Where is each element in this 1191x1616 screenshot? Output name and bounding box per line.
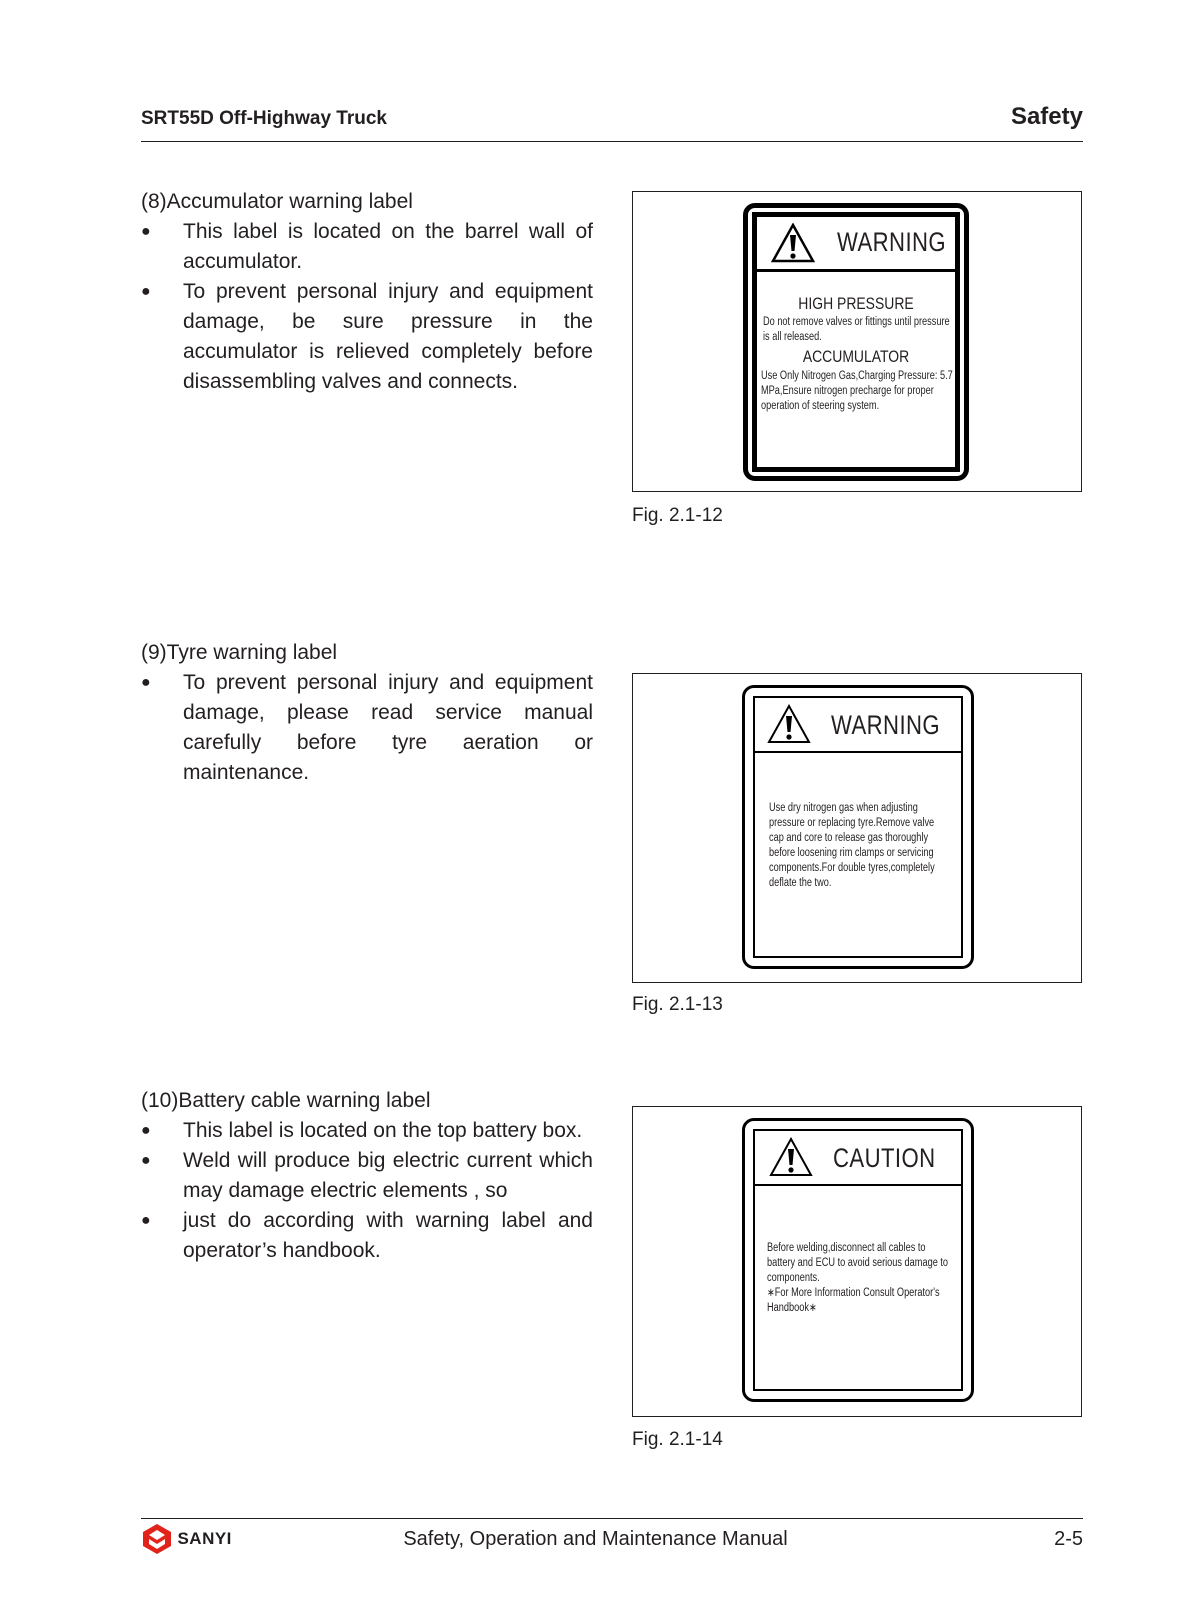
bullet-dot-icon: ● — [141, 1152, 151, 1169]
list-item: ● just do according with warning label and operator’s handbook. — [141, 1206, 593, 1266]
label-text: ∗For More Information Consult Operator's Handbook∗ — [767, 1287, 940, 1314]
figure-8-frame — [632, 191, 1082, 492]
label-heading-text: WARNING — [837, 227, 947, 257]
bullet-dot-icon: ● — [141, 674, 151, 691]
section-9-title: (9)Tyre warning label — [141, 641, 338, 664]
label-text: Before welding,disconnect all cables to battery and ECU to avoid serious damage to components. — [767, 1242, 949, 1284]
warning-triangle-icon — [767, 704, 811, 744]
page-number: 2-5 — [1054, 1528, 1083, 1550]
label-subheading: HIGH PRESSURE — [798, 294, 914, 313]
bullet-dot-icon: ● — [141, 1212, 151, 1229]
section-name: Safety — [1010, 103, 1083, 130]
footer-title: Safety, Operation and Maintenance Manual — [403, 1528, 788, 1550]
section-9-bullets — [141, 668, 593, 788]
list-item: ● This label is located on the top battery box. — [141, 1116, 593, 1146]
bullet-dot-icon: ● — [141, 1122, 151, 1139]
section-10-bullets — [141, 1116, 593, 1266]
figure-caption: Fig. 2.1-14 — [632, 1429, 723, 1450]
figure-10-frame — [632, 1106, 1082, 1417]
battery-caution-label — [742, 1118, 974, 1402]
bullet-dot-icon: ● — [141, 283, 151, 300]
tyre-warning-label — [742, 685, 974, 969]
figure-caption: Fig. 2.1-12 — [632, 505, 723, 526]
document-title: SRT55D Off-Highway Truck — [141, 108, 387, 129]
header-rule — [141, 141, 1083, 142]
label-heading — [757, 217, 955, 272]
brand-name: SANYI — [177, 1529, 232, 1548]
label-text: Use dry nitrogen gas when adjusting pressure or replacing tyre.Remove valve cap and core to release gas thoroughly before loosening rim clamps or servicing components.For double tyres,completely deflate the two. — [769, 802, 935, 889]
bullet-dot-icon: ● — [141, 223, 151, 240]
label-text: Use Only Nitrogen Gas,Charging Pressure: 5.7 MPa,Ensure nitrogen precharge for proper operation of steering system. — [761, 370, 953, 412]
accumulator-warning-label — [743, 203, 969, 481]
list-item: ● To prevent personal injury and equipment damage, please read service manual carefully before tyre aeration or maintenance. — [141, 668, 593, 788]
label-text: Do not remove valves or fittings until pressure is all released. — [763, 316, 950, 343]
label-heading — [755, 698, 961, 753]
list-item: ● Weld will produce big electric current which may damage electric elements , so — [141, 1146, 593, 1206]
section-8-title: (8)Accumulator warning label — [141, 190, 413, 213]
section-8-bullets — [141, 217, 593, 397]
label-heading — [755, 1131, 961, 1186]
list-item: ● To prevent personal injury and equipment damage, be sure pressure in the accumulator is relieved completely before disassembling valves and connects. — [141, 277, 593, 397]
warning-triangle-icon — [771, 223, 815, 263]
label-subheading: ACCUMULATOR — [802, 347, 910, 366]
label-heading-text: WARNING — [831, 710, 941, 740]
footer-rule — [141, 1518, 1083, 1519]
list-item: ● This label is located on the barrel wall of accumulator. — [141, 217, 593, 277]
figure-9-frame — [632, 673, 1082, 983]
figure-caption: Fig. 2.1-13 — [632, 994, 723, 1015]
label-heading-text: CAUTION — [833, 1143, 936, 1173]
section-10-title: (10)Battery cable warning label — [141, 1089, 431, 1112]
warning-triangle-icon — [769, 1137, 813, 1177]
